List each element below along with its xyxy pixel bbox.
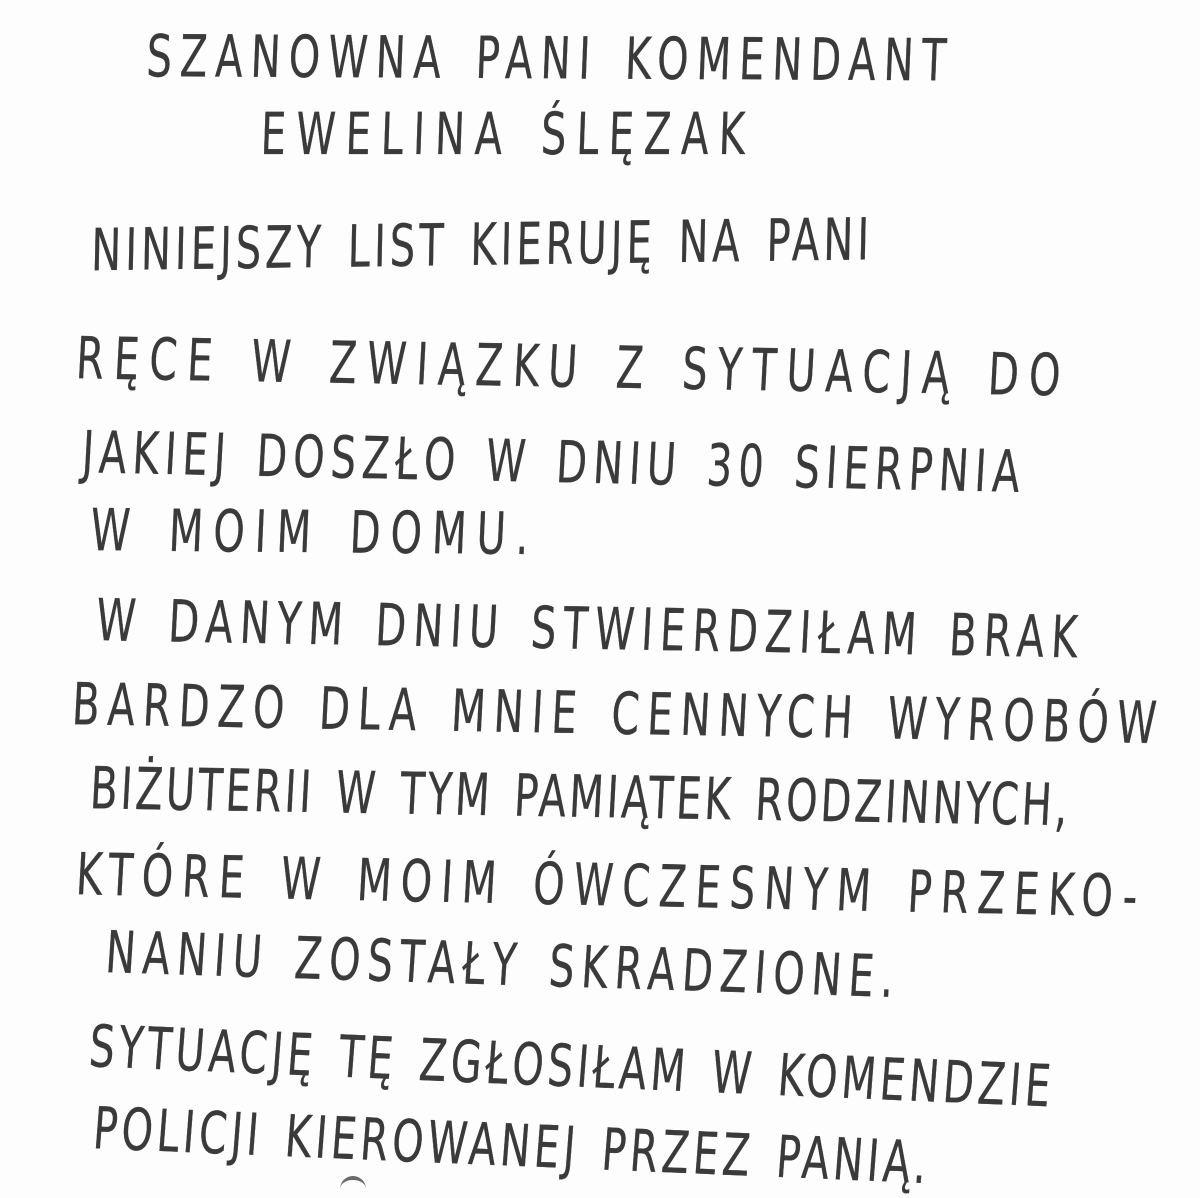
handwritten-line: SYTUACJĘ TĘ ZGŁOSIŁAM W KOMENDZIE: [86, 1014, 1057, 1121]
handwritten-line: BIŻUTERII W TYM PAMIĄTEK RODZINNYCH,: [88, 756, 1073, 840]
handwritten-line: JAKIEJ DOSZŁO W DNIU 30 SIERPNIA: [80, 420, 1028, 507]
handwritten-line: W DANYM DNIU STWIERDZIŁAM BRAK: [94, 588, 1087, 672]
stray-ink-mark: [340, 1176, 366, 1189]
handwritten-line: POLICJI KIEROWANEJ PRZEZ PANIĄ.: [90, 1096, 933, 1198]
handwritten-line: RĘCE W ZWIĄZKU Z SYTUACJĄ DO: [74, 326, 1073, 411]
handwritten-line: NINIEJSZY LIST KIERUJĘ NA PANI: [90, 207, 874, 285]
handwritten-line: W MOIM DOMU.: [89, 498, 541, 569]
handwritten-line: NANIU ZOSTAŁY SKRADZIONE.: [103, 920, 903, 1012]
salutation-line-2: EWELINA ŚLĘZAK: [259, 102, 757, 169]
handwritten-line: KTÓRE W MOIM ÓWCZESNYM PRZEKO-: [74, 842, 1149, 932]
handwritten-line: BARDZO DLA MNIE CENNYCH WYROBÓW: [70, 672, 1167, 758]
salutation-line-1: SZANOWNA PANI KOMENDANT: [145, 24, 956, 95]
